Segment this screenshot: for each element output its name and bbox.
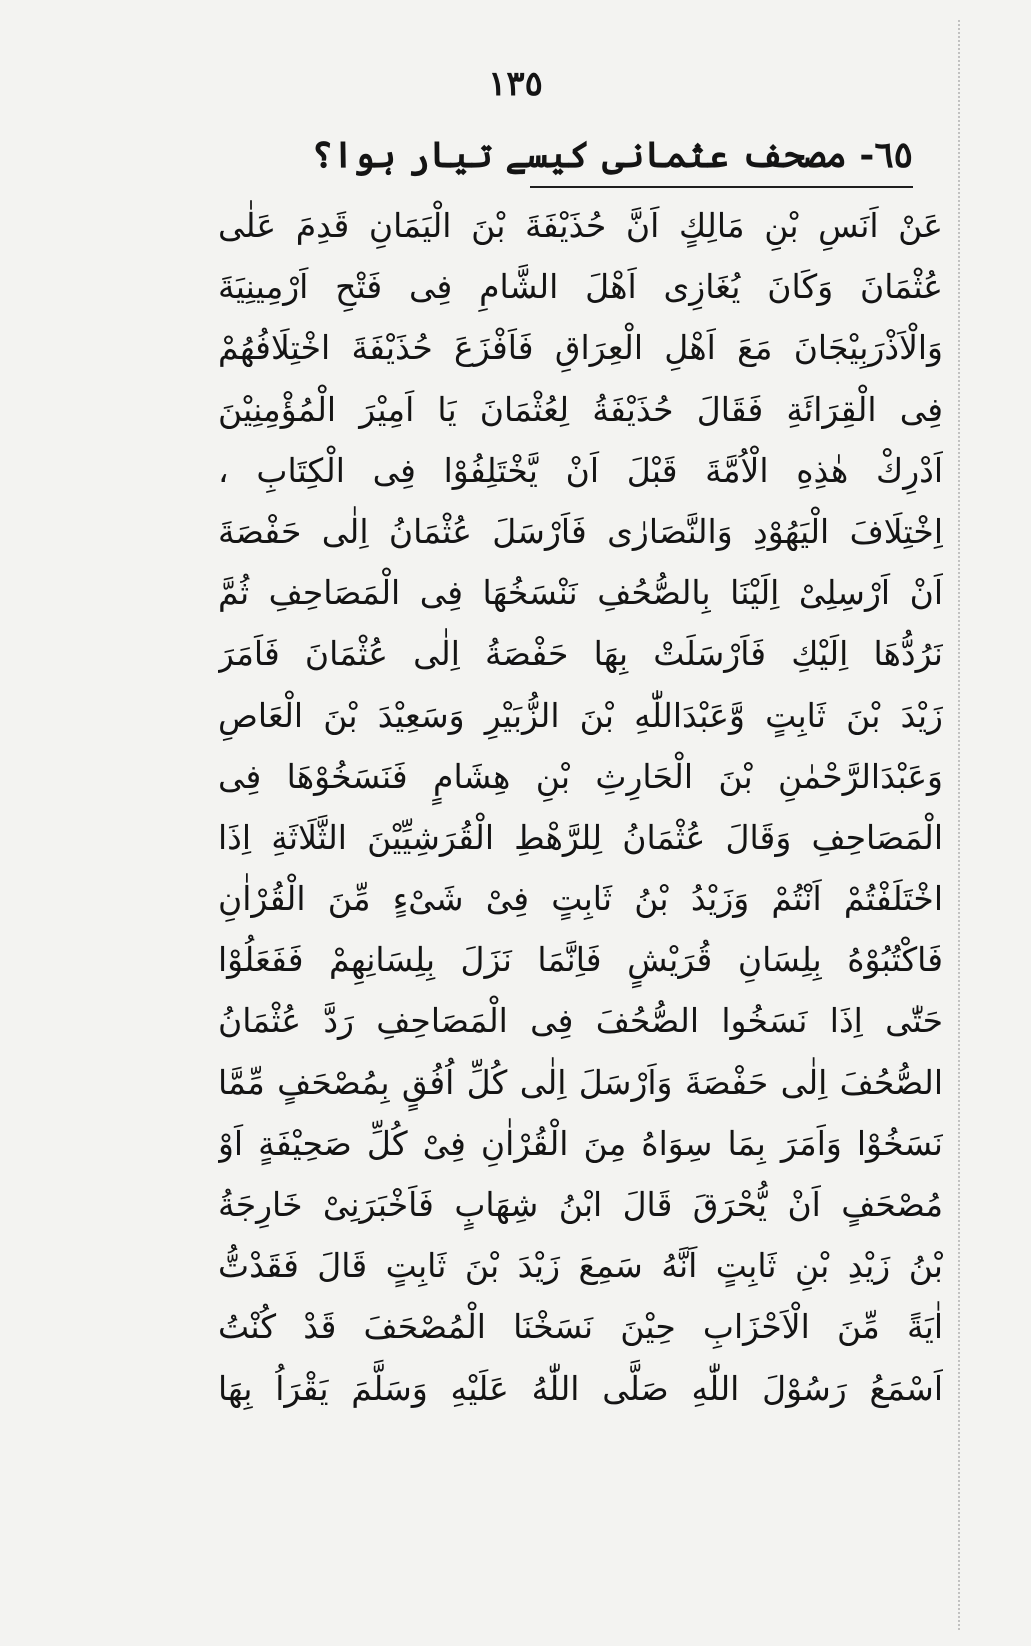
heading-underline xyxy=(530,186,913,188)
text-line: اخْتَلَفْتُمْ اَنْتُمْ وَزَيْدُ بْنُ ثَابِتٍ فِىْ شَىْءٍ مِّنَ الْقُرْاٰنِ xyxy=(218,879,943,919)
section-heading: ٦٥- مصحف عثمانی کیسے تیار ہوا؟ xyxy=(311,134,913,176)
text-line: اَدْرِكْ هٰذِهِ الْاُمَّةَ قَبْلَ اَنْ يَّخْتَلِفُوْا فِى الْكِتَابِ ، xyxy=(218,450,943,490)
text-line: اِخْتِلَافَ الْيَهُوْدِ وَالنَّصَارٰى فَاَرْسَلَ عُثْمَانُ اِلٰى حَفْصَةَ xyxy=(218,511,943,551)
text-line: زَيْدَ بْنَ ثَابِتٍ وَّعَبْدَاللّٰهِ بْنَ الزُّبَيْرِ وَسَعِيْدَ بْنَ الْعَاصِ xyxy=(218,695,943,735)
text-line: اَسْمَعُ رَسُوْلَ اللّٰهِ صَلَّى اللّٰهُ عَلَيْهِ وَسَلَّمَ يَقْرَاُ بِهَا xyxy=(218,1368,943,1408)
text-line: فَاكْتُبُوْهُ بِلِسَانِ قُرَيْشٍ فَاِنَّمَا نَزَلَ بِلِسَانِهِمْ فَفَعَلُوْا xyxy=(218,940,943,980)
text-line: وَالْاَذْرَبِيْجَانَ مَعَ اَهْلِ الْعِرَاقِ فَاَفْزَعَ حُذَيْفَةَ اخْتِلَافُهُمْ xyxy=(218,328,943,368)
text-line: عُثْمَانَ وَكَانَ يُغَازِى اَهْلَ الشَّامِ فِى فَتْحِ اَرْمِينِيَةَ xyxy=(218,267,943,307)
page-number: ١٣٥ xyxy=(488,64,543,104)
text-line: اَنْ اَرْسِلِىْ اِلَيْنَا بِالصُّحُفِ نَنْسَخُهَا فِى الْمَصَاحِفِ ثُمَّ xyxy=(218,573,943,613)
arabic-text-block xyxy=(218,195,943,1419)
text-line: الْمَصَاحِفِ وَقَالَ عُثْمَانُ لِلرَّهْطِ الْقُرَشِيِّيْنَ الثَّلَاثَةِ اِذَا xyxy=(218,817,943,857)
text-line: نَرُدُّهَا اِلَيْكِ فَاَرْسَلَتْ بِهَا حَفْصَةُ اِلٰى عُثْمَانَ فَاَمَرَ xyxy=(218,634,943,674)
text-line: فِى الْقِرَائَةِ فَقَالَ حُذَيْفَةُ لِعُثْمَانَ يَا اَمِيْرَ الْمُؤْمِنِيْنَ xyxy=(218,389,943,429)
text-line: نَسَخُوْا وَاَمَرَ بِمَا سِوَاهُ مِنَ الْقُرْاٰنِ فِىْ كُلِّ صَحِيْفَةٍ اَوْ xyxy=(218,1123,943,1163)
text-line: بْنُ زَيْدِ بْنِ ثَابِتٍ اَنَّهُ سَمِعَ زَيْدَ بْنَ ثَابِتٍ قَالَ فَقَدْتُّ xyxy=(218,1246,943,1286)
text-line: الصُّحُفَ اِلٰى حَفْصَةَ وَاَرْسَلَ اِلٰى كُلِّ اُفُقٍ بِمُصْحَفٍ مِّمَّا xyxy=(218,1062,943,1102)
text-line: مُصْحَفٍ اَنْ يُّحْرَقَ قَالَ ابْنُ شِهَابٍ فَاَخْبَرَنِىْ خَارِجَةُ xyxy=(218,1185,943,1224)
text-line: وَعَبْدَالرَّحْمٰنِ بْنَ الْحَارِثِ بْنِ هِشَامٍ فَنَسَخُوْهَا فِى xyxy=(218,756,943,796)
text-line: حَتّٰى اِذَا نَسَخُوا الصُّحُفَ فِى الْمَصَاحِفِ رَدَّ عُثْمَانُ xyxy=(218,1001,943,1041)
text-line: عَنْ اَنَسِ بْنِ مَالِكٍ اَنَّ حُذَيْفَةَ بْنَ الْيَمَانِ قَدِمَ عَلٰى xyxy=(218,206,943,245)
text-line: اٰيَةً مِّنَ الْاَحْزَابِ حِيْنَ نَسَخْنَا الْمُصْحَفَ قَدْ كُنْتُ xyxy=(218,1307,943,1347)
page-edge-dotted-line xyxy=(958,20,960,1630)
